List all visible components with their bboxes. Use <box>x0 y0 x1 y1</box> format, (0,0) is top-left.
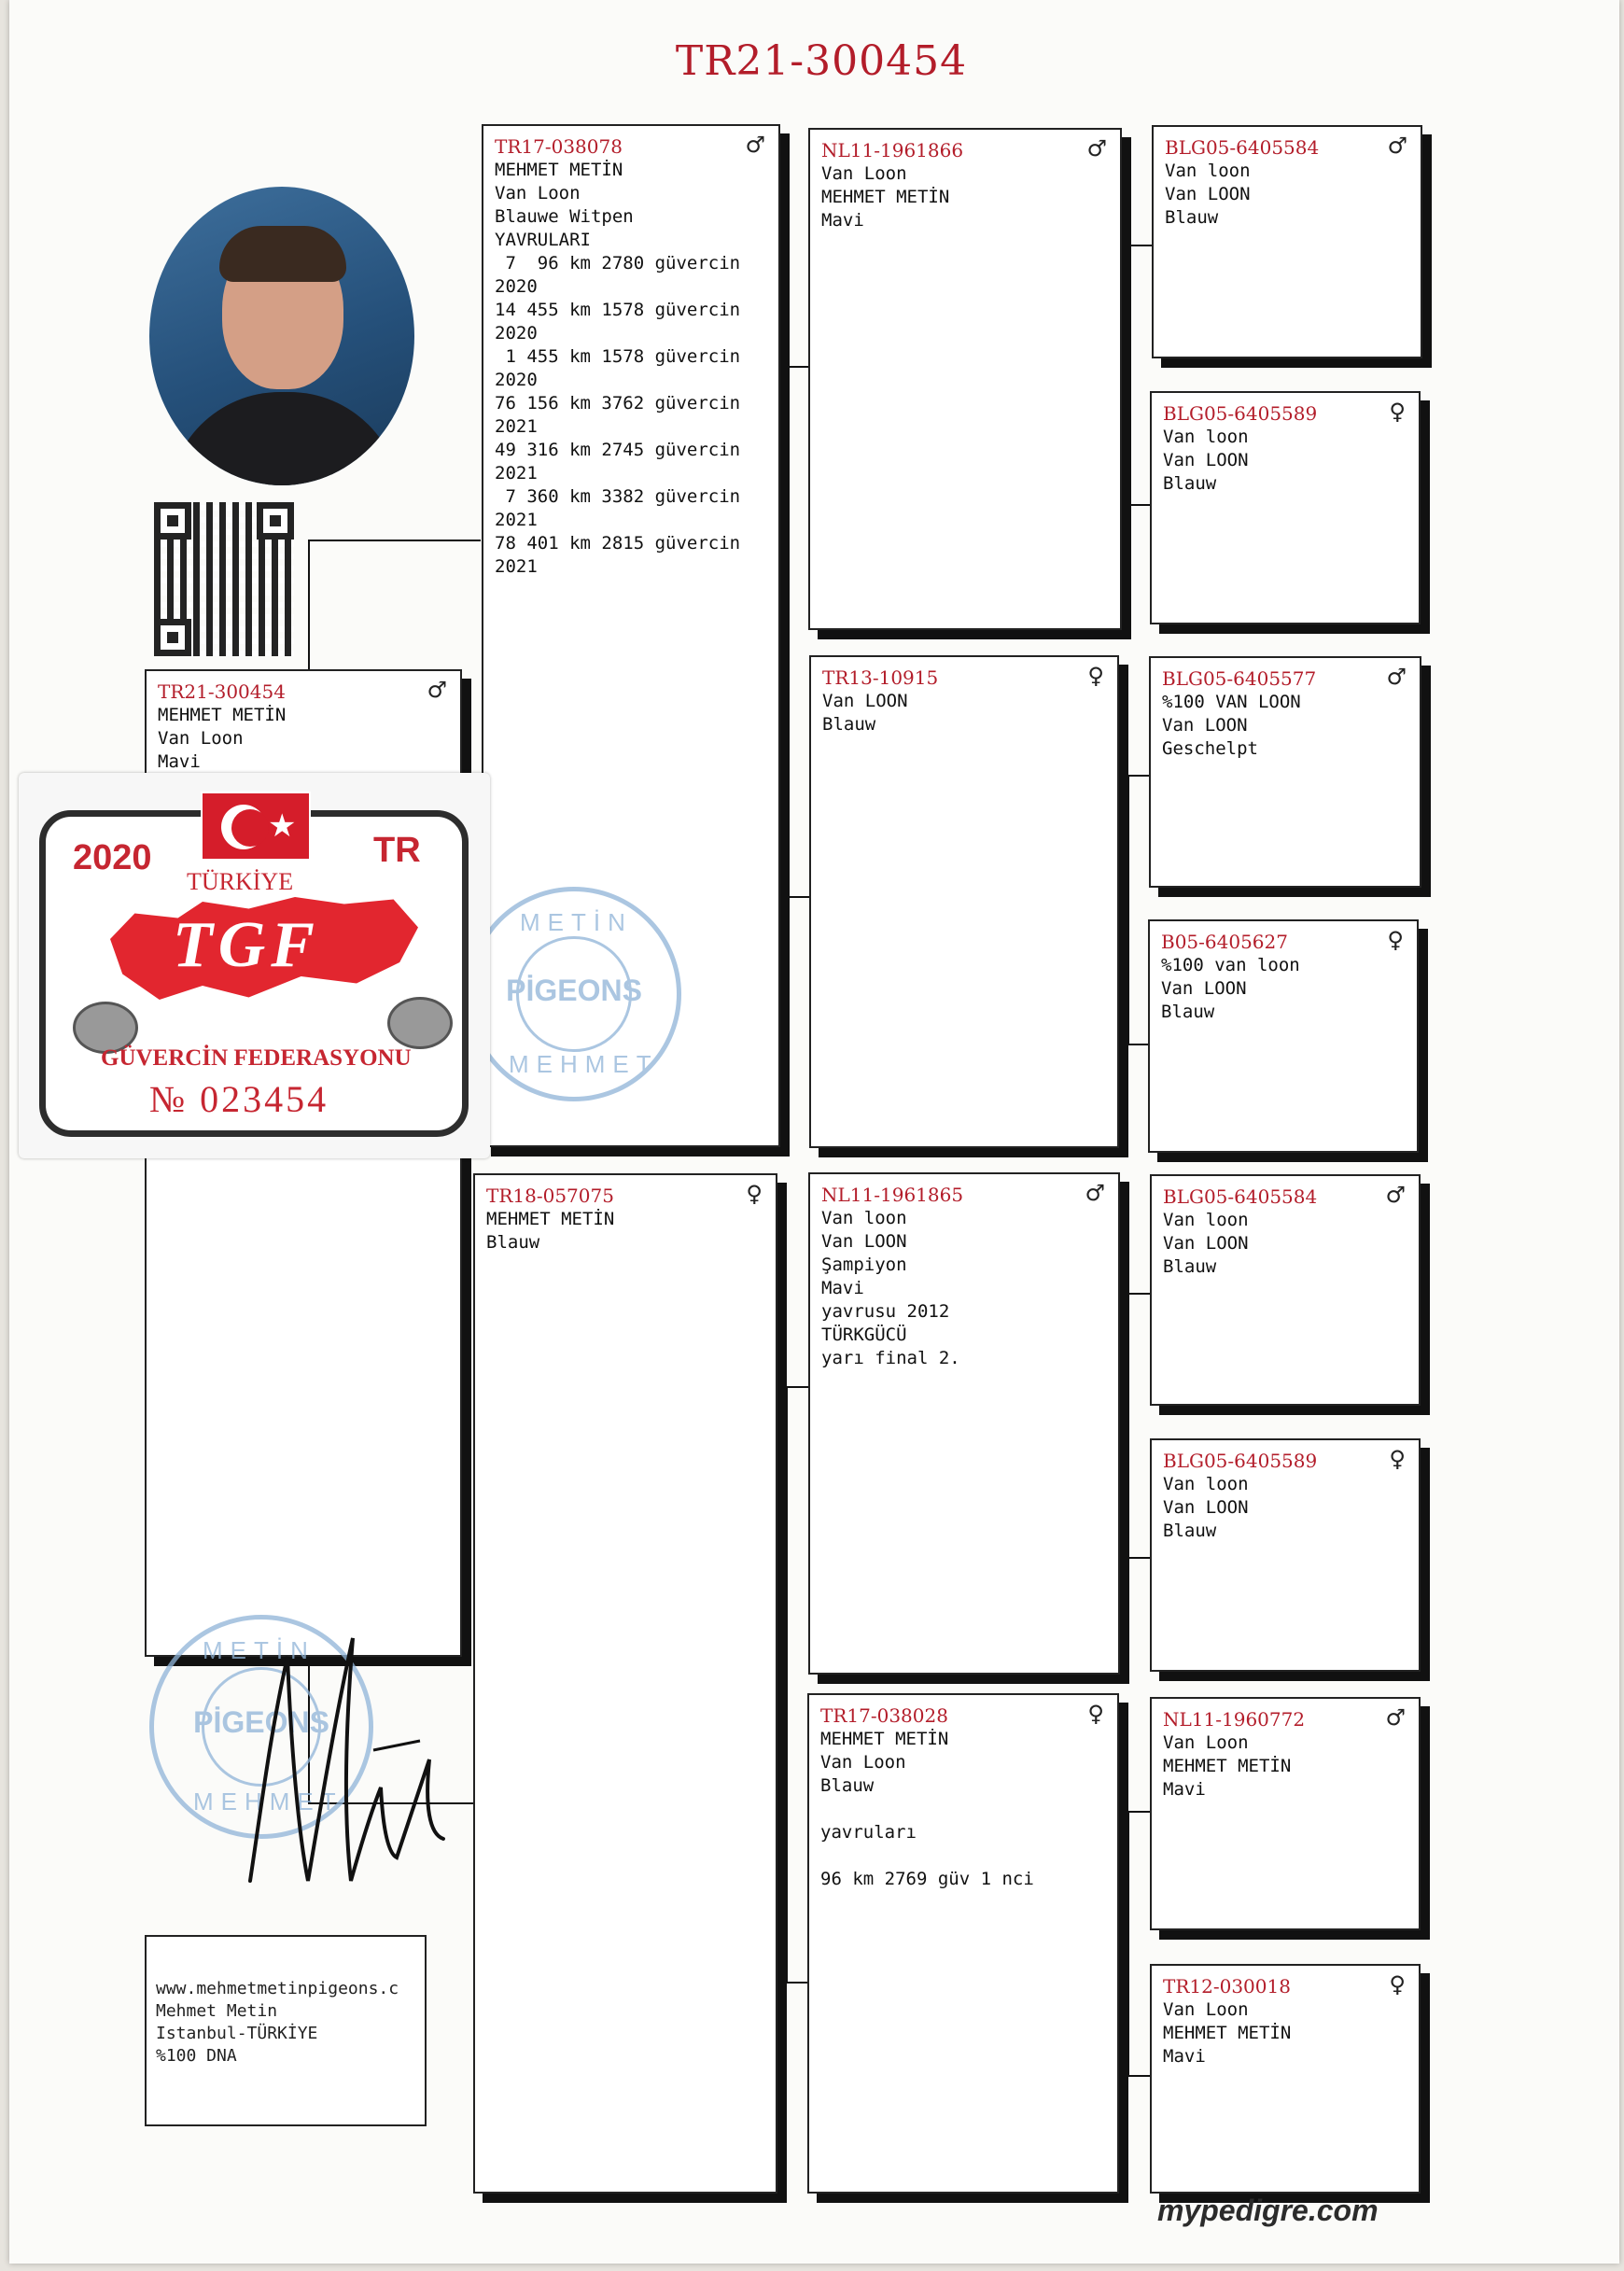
grandparent-line: TÜRKGÜCÜ <box>821 1325 907 1345</box>
qr-code[interactable] <box>154 502 294 656</box>
great-grandparent-line: Blauw <box>1163 1256 1217 1277</box>
great-grandparent-line: Van LOON <box>1163 1233 1249 1254</box>
stamp-top-text: METİN <box>520 908 633 936</box>
subject-line: Mavi <box>158 751 201 772</box>
female-icon: ♀ <box>1087 663 1104 689</box>
great-grandparent-line: Geschelpt <box>1162 738 1258 759</box>
grandparent-line: Blauw <box>822 714 876 735</box>
sire-line: 7 96 km 2780 güvercin <box>495 253 741 273</box>
great-grandparent-line: Van loon <box>1163 1474 1249 1494</box>
grandparent-card[interactable] <box>809 655 1119 1148</box>
grandparent-line: yavruları <box>820 1822 917 1843</box>
female-icon: ♀ <box>746 1181 763 1207</box>
breeder-photo <box>149 187 414 485</box>
grandparent-line: MEHMET METİN <box>821 187 950 207</box>
great-grandparent-card[interactable] <box>1150 1438 1421 1672</box>
great-grandparent-line: Van Loon <box>1163 1999 1249 2020</box>
great-grandparent-ring-number: BLG05-6405589 <box>1163 402 1318 425</box>
great-grandparent-card[interactable] <box>1148 919 1419 1153</box>
great-grandparent-line: MEHMET METİN <box>1163 1756 1292 1776</box>
great-grandparent-line: %100 van loon <box>1161 955 1300 975</box>
grandparent-card[interactable] <box>808 128 1122 630</box>
male-icon: ♂ <box>1387 133 1407 159</box>
great-grandparent-line: MEHMET METİN <box>1163 2023 1292 2043</box>
badge-country-code: TR <box>373 831 421 870</box>
sire-line: 2020 <box>495 323 538 343</box>
badge-number: № 023454 <box>149 1078 329 1120</box>
great-grandparent-line: %100 VAN LOON <box>1162 692 1301 712</box>
breeder-dna: %100 DNA <box>156 2046 237 2066</box>
great-grandparent-line: Blauw <box>1165 207 1219 228</box>
sire-line: MEHMET METİN <box>495 160 623 180</box>
great-grandparent-line: Van loon <box>1163 427 1249 447</box>
brand-logo[interactable]: mypedigre.com <box>1157 2194 1379 2227</box>
grandparent-ring-number: NL11-1961865 <box>821 1184 964 1206</box>
great-grandparent-ring-number: TR12-030018 <box>1163 1975 1291 1998</box>
dam-card[interactable] <box>473 1173 777 2194</box>
breeder-location: Istanbul-TÜRKİYE <box>156 2024 318 2043</box>
great-grandparent-card[interactable] <box>1149 656 1421 888</box>
pedigree-sheet <box>9 0 1619 2264</box>
great-grandparent-line: Van loon <box>1163 1210 1249 1230</box>
male-icon: ♂ <box>1086 135 1107 161</box>
pigeon-emblem-icon <box>387 997 453 1049</box>
great-grandparent-line: Van Loon <box>1163 1732 1249 1753</box>
male-icon: ♂ <box>1385 1182 1406 1208</box>
subject-ring-number: TR21-300454 <box>158 680 286 703</box>
grandparent-line: Van Loon <box>821 163 907 184</box>
female-icon: ♀ <box>1389 399 1406 425</box>
sire-line: 2020 <box>495 370 538 390</box>
page-title: TR21-300454 <box>675 37 968 85</box>
sire-line: 14 455 km 1578 güvercin <box>495 300 741 320</box>
sire-line: 78 401 km 2815 güvercin <box>495 533 741 554</box>
stamp-bottom-text: MEHMET <box>509 1050 659 1078</box>
sire-line: 2021 <box>495 510 538 530</box>
grandparent-line: Van LOON <box>821 1231 907 1252</box>
badge-federation: GÜVERCİN FEDERASYONU <box>101 1045 412 1071</box>
grandparent-line: Van loon <box>821 1208 907 1228</box>
badge-year: 2020 <box>73 838 152 877</box>
female-icon: ♀ <box>1087 1701 1104 1727</box>
pigeons-stamp <box>467 887 681 1101</box>
great-grandparent-line: Van LOON <box>1163 1497 1249 1518</box>
stamp-top-text: METİN <box>203 1636 315 1664</box>
turkish-flag-icon: ★ <box>201 792 311 861</box>
dam-line: Blauw <box>486 1232 540 1253</box>
female-icon: ♀ <box>1389 1446 1406 1472</box>
great-grandparent-ring-number: BLG05-6405584 <box>1165 136 1320 159</box>
sire-line: 7 360 km 3382 güvercin <box>495 486 741 507</box>
grandparent-line: yavrusu 2012 <box>821 1301 950 1322</box>
sire-line: 49 316 km 2745 güvercin <box>495 440 741 460</box>
grandparent-card[interactable] <box>807 1693 1119 2194</box>
female-icon: ♀ <box>1387 927 1404 953</box>
grandparent-line: MEHMET METİN <box>820 1729 949 1749</box>
great-grandparent-card[interactable] <box>1150 1174 1421 1406</box>
breeder-name: Mehmet Metin <box>156 2001 278 2021</box>
grandparent-line-blank <box>820 1844 1106 1868</box>
signature <box>233 1601 457 1909</box>
dam-line: MEHMET METİN <box>486 1209 615 1229</box>
badge-acronym: TGF <box>173 909 320 981</box>
great-grandparent-line: Van LOON <box>1162 715 1248 736</box>
sire-line: 2021 <box>495 556 538 577</box>
great-grandparent-card[interactable] <box>1152 125 1422 358</box>
sire-line: YAVRULARI <box>495 230 591 250</box>
sire-line: Blauwe Witpen <box>495 206 634 227</box>
grandparent-ring-number: TR13-10915 <box>822 666 939 689</box>
grandparent-ring-number: TR17-038028 <box>820 1704 948 1727</box>
female-icon: ♀ <box>1389 1971 1406 1998</box>
breeder-website[interactable]: www.mehmetmetinpigeons.c <box>156 1979 399 1998</box>
dam-ring-number: TR18-057075 <box>486 1185 614 1207</box>
stamp-bottom-text: MEHMET <box>193 1787 343 1815</box>
great-grandparent-line: Van LOON <box>1165 184 1251 204</box>
great-grandparent-line: Blauw <box>1163 1521 1217 1541</box>
great-grandparent-ring-number: B05-6405627 <box>1161 931 1288 953</box>
great-grandparent-ring-number: NL11-1960772 <box>1163 1708 1306 1731</box>
grandparent-line: 96 km 2769 güv 1 nci <box>820 1869 1034 1889</box>
great-grandparent-line: Van LOON <box>1161 978 1247 999</box>
sire-line: 2021 <box>495 416 538 437</box>
great-grandparent-card[interactable] <box>1150 1697 1421 1930</box>
great-grandparent-ring-number: BLG05-6405584 <box>1163 1185 1318 1208</box>
great-grandparent-ring-number: BLG05-6405577 <box>1162 667 1317 690</box>
sire-line: 2020 <box>495 276 538 297</box>
stamp-center-text: PİGEONS <box>193 1705 329 1739</box>
grandparent-line-blank <box>820 1798 1106 1821</box>
grandparent-card[interactable] <box>808 1172 1120 1675</box>
grandparent-ring-number: NL11-1961866 <box>821 139 964 161</box>
male-icon: ♂ <box>1385 1704 1406 1731</box>
great-grandparent-line: Van loon <box>1165 161 1251 181</box>
great-grandparent-line: Van LOON <box>1163 450 1249 470</box>
grandparent-line: Mavi <box>821 1278 864 1298</box>
great-grandparent-line: Mavi <box>1163 1779 1206 1800</box>
sire-line: 76 156 km 3762 güvercin <box>495 393 741 414</box>
stamp-center-text: PİGEONS <box>506 974 642 1007</box>
great-grandparent-card[interactable] <box>1150 1964 1421 2194</box>
subject-line: Van Loon <box>158 728 244 749</box>
male-icon: ♂ <box>745 132 765 158</box>
badge-country: TÜRKİYE <box>187 868 294 895</box>
sire-line: 2021 <box>495 463 538 484</box>
subject-line: MEHMET METİN <box>158 705 287 725</box>
male-icon: ♂ <box>1386 664 1407 690</box>
great-grandparent-ring-number: BLG05-6405589 <box>1163 1450 1318 1472</box>
great-grandparent-card[interactable] <box>1150 391 1421 624</box>
grandparent-line: Van LOON <box>822 691 908 711</box>
great-grandparent-line: Blauw <box>1161 1002 1215 1022</box>
grandparent-line: Şampiyon <box>821 1255 907 1275</box>
great-grandparent-line: Mavi <box>1163 2046 1206 2067</box>
grandparent-line: Blauw <box>820 1775 875 1796</box>
male-icon: ♂ <box>1085 1180 1105 1206</box>
sire-line: Van Loon <box>495 183 581 203</box>
breeder-info-box <box>145 1935 427 2126</box>
grandparent-line: Van Loon <box>820 1752 906 1773</box>
grandparent-line: Mavi <box>821 210 864 231</box>
great-grandparent-line: Blauw <box>1163 473 1217 494</box>
tgf-badge <box>19 773 490 1158</box>
sire-line: 1 455 km 1578 güvercin <box>495 346 741 367</box>
grandparent-line: yarı final 2. <box>821 1348 960 1368</box>
sire-ring-number: TR17-038078 <box>495 135 623 158</box>
male-icon: ♂ <box>427 677 447 703</box>
